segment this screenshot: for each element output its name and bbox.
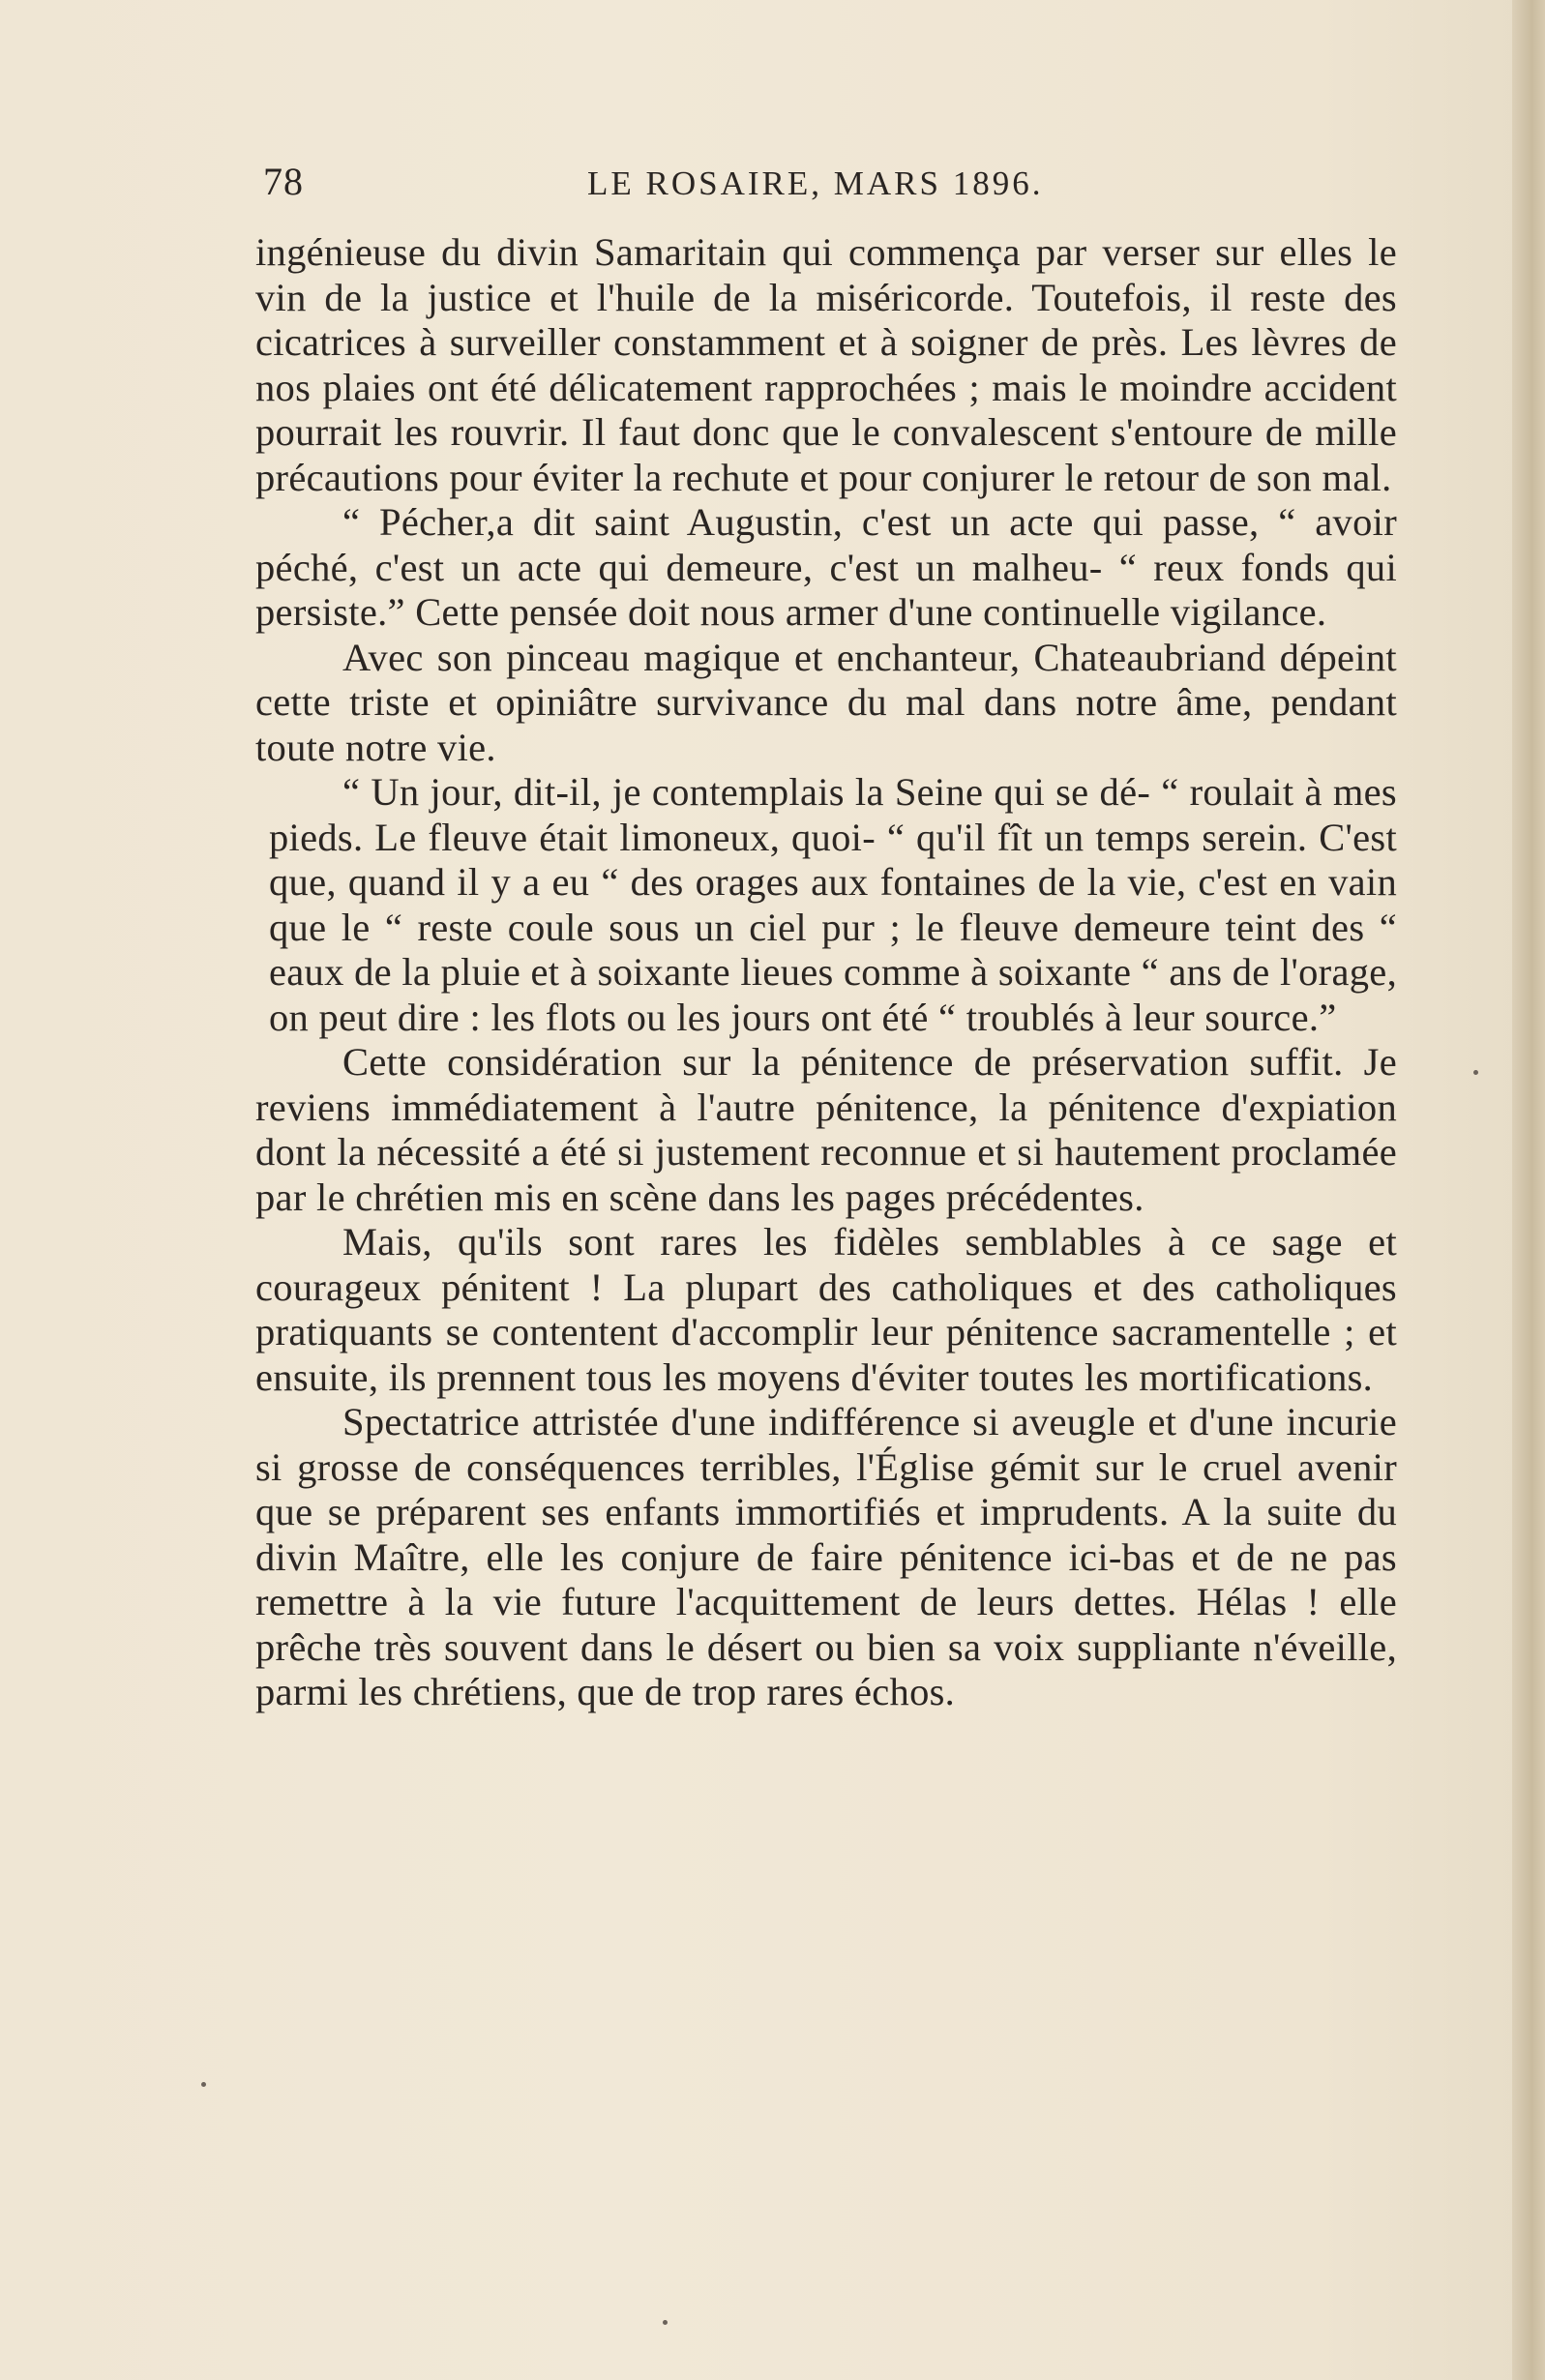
running-title: LE ROSAIRE, MARS 1896. — [587, 164, 1044, 202]
body-text — [255, 230, 1397, 1715]
page-edge-shadow — [1512, 0, 1545, 2380]
paragraph-continuation: ingénieuse du divin Samaritain qui commença par verser sur elles le vin de la justice et l'huile de la miséricorde. Toutefois, il reste des cicatrices à surveiller constamment et à soigner de près. Les lèvres de nos plaies ont été délicatement rapprochées ; mais le moindre accident pourrait les rouvrir. Il faut donc que le convalescent s'entoure de mille précautions pour éviter la rechute et pour conjurer le retour de son mal. — [255, 230, 1397, 499]
page-number: 78 — [263, 160, 304, 203]
speck-mark — [201, 2082, 206, 2087]
paragraph-rare-faithful: Mais, qu'ils sont rares les fidèles semblables à ce sage et courageux pénitent ! La plupart des catholiques et des catholiques pratiquants se contentent d'accomplir leur pénitence sacramentelle ; et ensuite, ils prennent tous les moyens d'éviter toutes les mortifications. — [255, 1220, 1397, 1399]
speck-mark — [663, 2320, 668, 2325]
paragraph-penitence-expiation: Cette considération sur la pénitence de préservation suffit. Je reviens immédiatement à l'autre pénitence, la pénitence d'expiation dont la nécessité a été si justement reconnue et si hautement proclamée par le chrétien mis en scène dans les pages précédentes. — [255, 1040, 1397, 1219]
paragraph-chateaubriand-intro: Avec son pinceau magique et enchanteur, Chateaubriand dépeint cette triste et opiniâtre survivance du mal dans notre âme, pendant toute notre vie. — [255, 635, 1397, 769]
paragraph-augustin-quote: “ Pécher,a dit saint Augustin, c'est un acte qui passe, “ avoir péché, c'est un acte qui demeure, c'est un malheu- “ reux fonds qui persiste.” Cette pensée doit nous armer d'une continuelle vigilance. — [255, 500, 1397, 634]
paragraph-church-laments: Spectatrice attristée d'une indifférence si aveugle et d'une incurie si grosse de conséquences terribles, l'Église gémit sur le cruel avenir que se préparent ses enfants immortifiés et imprudents. A la suite du divin Maître, elle les conjure de faire pénitence ici-bas et de ne pas remettre à la vie future l'acquittement de leurs dettes. Hélas ! elle prêche très souvent dans le désert ou bien sa voix suppliante n'éveille, parmi les chrétiens, que de trop rares échos. — [255, 1400, 1397, 1713]
speck-mark — [1473, 1070, 1478, 1075]
paragraph-chateaubriand-quote: “ Un jour, dit-il, je contemplais la Seine qui se dé- “ roulait à mes pieds. Le fleuve était limoneux, quoi- “ qu'il fît un temps serein. C'est que, quand il y a eu “ des orages aux fontaines de la vie, c'est en vain que le “ reste coule sous un ciel pur ; le fleuve demeure teint des “ eaux de la pluie et à soixante lieues comme à soixante “ ans de l'orage, on peut dire : les flots ou les jours ont été “ troublés à leur source.” — [269, 770, 1397, 1039]
page-header — [263, 153, 1095, 211]
